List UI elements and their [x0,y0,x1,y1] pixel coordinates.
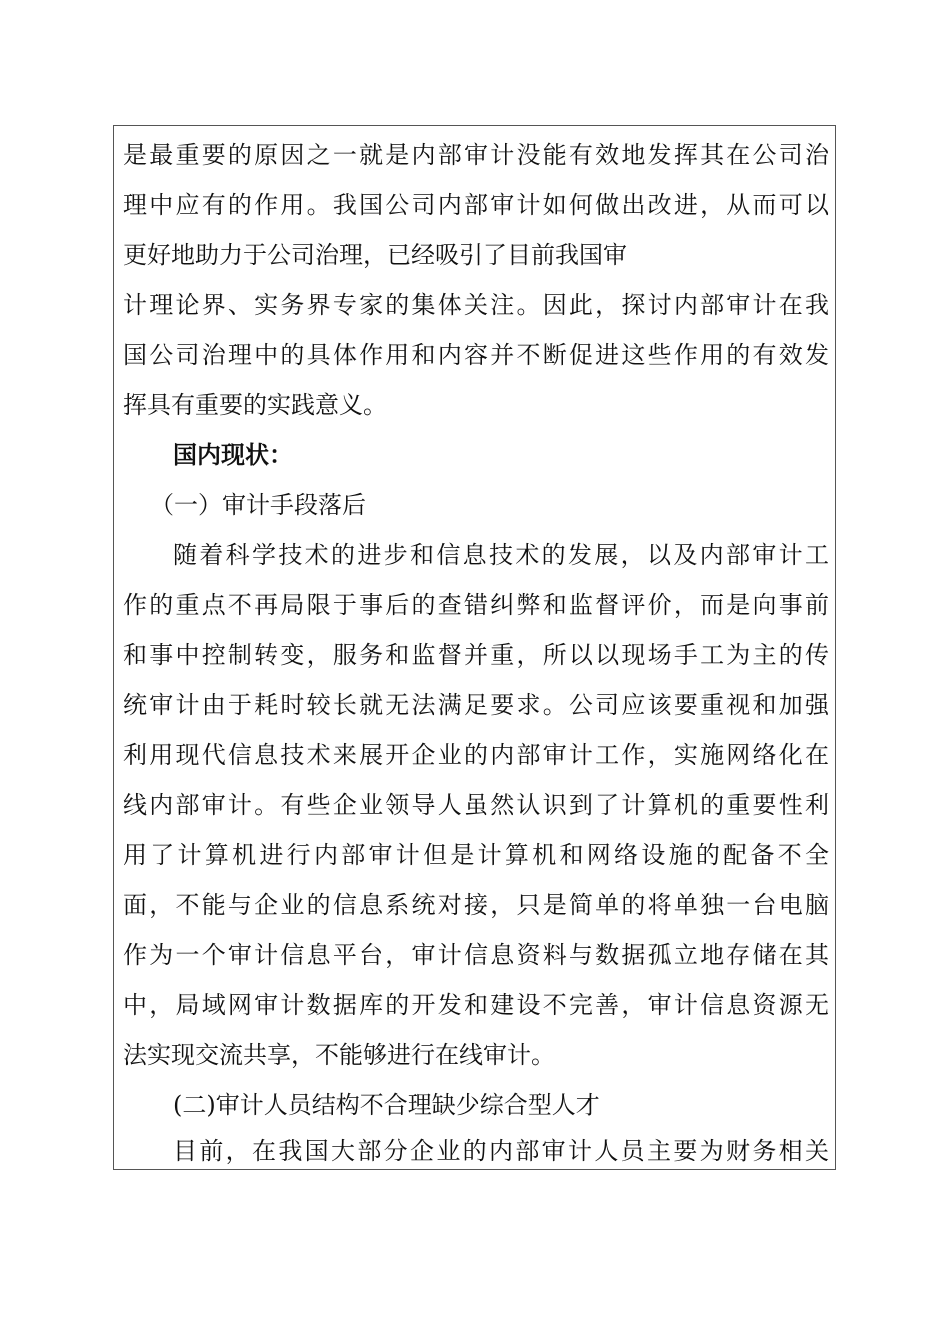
section-heading: 国内现状： [173,440,293,469]
sub2-line-1: 目前，在我国大部分企业的内部审计人员主要为财务相关 [173,1137,829,1165]
subsection-1-title: （一）审计手段落后 [150,491,366,519]
sub1-line-3: 和事中控制转变，服务和监督并重，所以以现场手工为主的传 [123,641,829,669]
paragraph1-line-5: 国公司治理中的具体作用和内容并不断促进这些作用的有效发 [123,341,829,369]
sub1-line-6: 线内部审计。有些企业领导人虽然认识到了计算机的重要性利 [123,791,829,819]
paragraph1-line-4: 计理论界、实务界专家的集体关注。因此，探讨内部审计在我 [123,291,829,319]
paragraph1-line-1: 是最重要的原因之一就是内部审计没能有效地发挥其在公司治 [123,141,829,169]
sub1-line-11: 法实现交流共享，不能够进行在线审计。 [123,1041,555,1069]
sub1-line-2: 作的重点不再局限于事后的查错纠弊和监督评价，而是向事前 [123,591,829,619]
paragraph1-line-2: 理中应有的作用。我国公司内部审计如何做出改进，从而可以 [123,191,829,219]
sub1-line-9: 作为一个审计信息平台，审计信息资料与数据孤立地存储在其 [123,941,829,969]
sub1-line-1: 随着科学技术的进步和信息技术的发展，以及内部审计工 [173,541,829,569]
sub1-line-4: 统审计由于耗时较长就无法满足要求。公司应该要重视和加强 [123,691,829,719]
sub1-line-8: 面，不能与企业的信息系统对接，只是简单的将单独一台电脑 [123,891,829,919]
paragraph1-line-6: 挥具有重要的实践意义。 [123,391,387,419]
paragraph1-line-3: 更好地助力于公司治理，已经吸引了目前我国审 [123,241,627,269]
sub1-line-10: 中，局域网审计数据库的开发和建设不完善，审计信息资源无 [123,991,829,1019]
sub1-line-7: 用了计算机进行内部审计但是计算机和网络设施的配备不全 [123,841,829,869]
subsection-2-title: (二)审计人员结构不合理缺少综合型人才 [173,1091,600,1119]
sub1-line-5: 利用现代信息技术来展开企业的内部审计工作，实施网络化在 [123,741,829,769]
